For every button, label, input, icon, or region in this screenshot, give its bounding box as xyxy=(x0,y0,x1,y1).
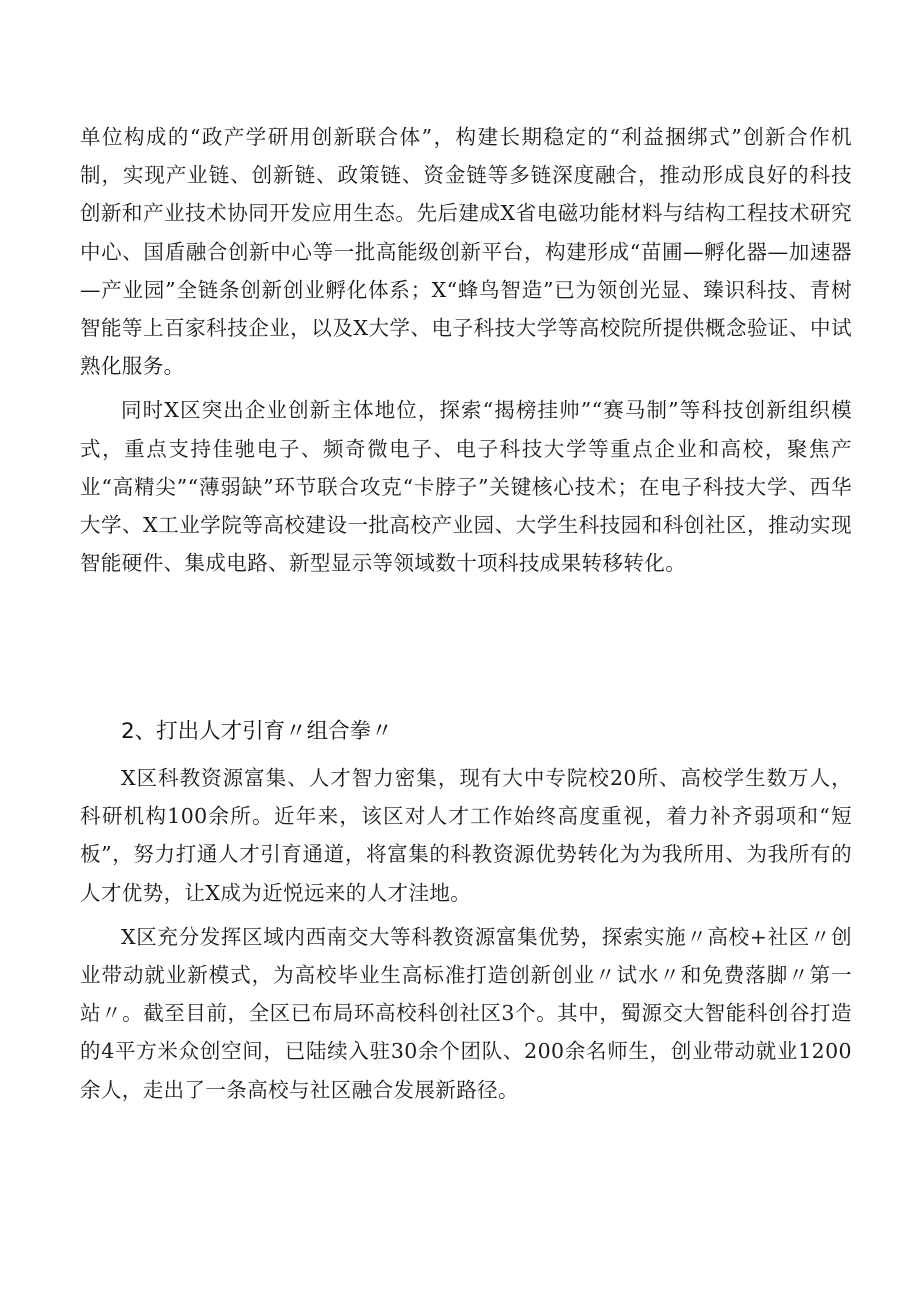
section-heading: 2、打出人才引育〃组合拳〃 xyxy=(121,719,393,744)
paragraph-platforms: 单位构成的“政产学研用创新联合体”，构建长期稳定的“利益捆绑式”创新合作机制，实现产业链、创新链、政策链、资金链等多链深度融合，推动形成良好的科技创新和产业技术协同开发应用生态。先后建成X省电磁功能材料与结构工程技术研究中心、国盾融合创新中心等一批高能级创新平台，构建形成“苗圃—孵化器—加速器—产业园”全链条创新创业孵化体系；X“蜂鸟智造”已为领创光显、臻识科技、青树智能等上百家科技企业，以及X大学、电子科技大学等高校院所提供概念验证、中试熟化服务。 xyxy=(80,125,852,379)
paragraph-campus-community: X区充分发挥区域内西南交大等科教资源富集优势，探索实施〃高校+社区〃创业带动就业新模式，为高校毕业生高标准打造创新创业〃试水〃和免费落脚〃第一站〃。截至目前，全区已布局环高校科创社区3个。其中，蜀源交大智能科创谷打造的4平方米众创空间，已陆续入驻30余个团队、200余名师生，创业带动就业1200余人，走出了一条高校与社区融合发展新路径。 xyxy=(80,924,852,1102)
section-before-heading xyxy=(80,118,852,582)
paragraph-talent-resources: X区科教资源富集、人才智力密集，现有大中专院校20所、高校学生数万人，科研机构100余所。近年来，该区对人才工作始终高度重视，着力补齐弱项和“短板”，努力打通人才引育通道，将富集的科教资源优势转化为为我所用、为我所有的人才优势，让X成为近悦远来的人才洼地。 xyxy=(80,766,852,905)
section-after-heading xyxy=(80,759,852,1109)
paragraph-enterprise-innovation: 同时X区突出企业创新主体地位，探索“揭榜挂帅”“赛马制”等科技创新组织模式，重点支持佳驰电子、频奇微电子、电子科技大学等重点企业和高校，聚焦产业“高精尖”“薄弱缺”环节联合攻克“卡脖子”关键核心技术；在电子科技大学、西华大学、X工业学院等高校建设一批高校产业园、大学生科技园和科创社区，推动实现智能硬件、集成电路、新型显示等领域数十项科技成果转移转化。 xyxy=(80,398,852,576)
